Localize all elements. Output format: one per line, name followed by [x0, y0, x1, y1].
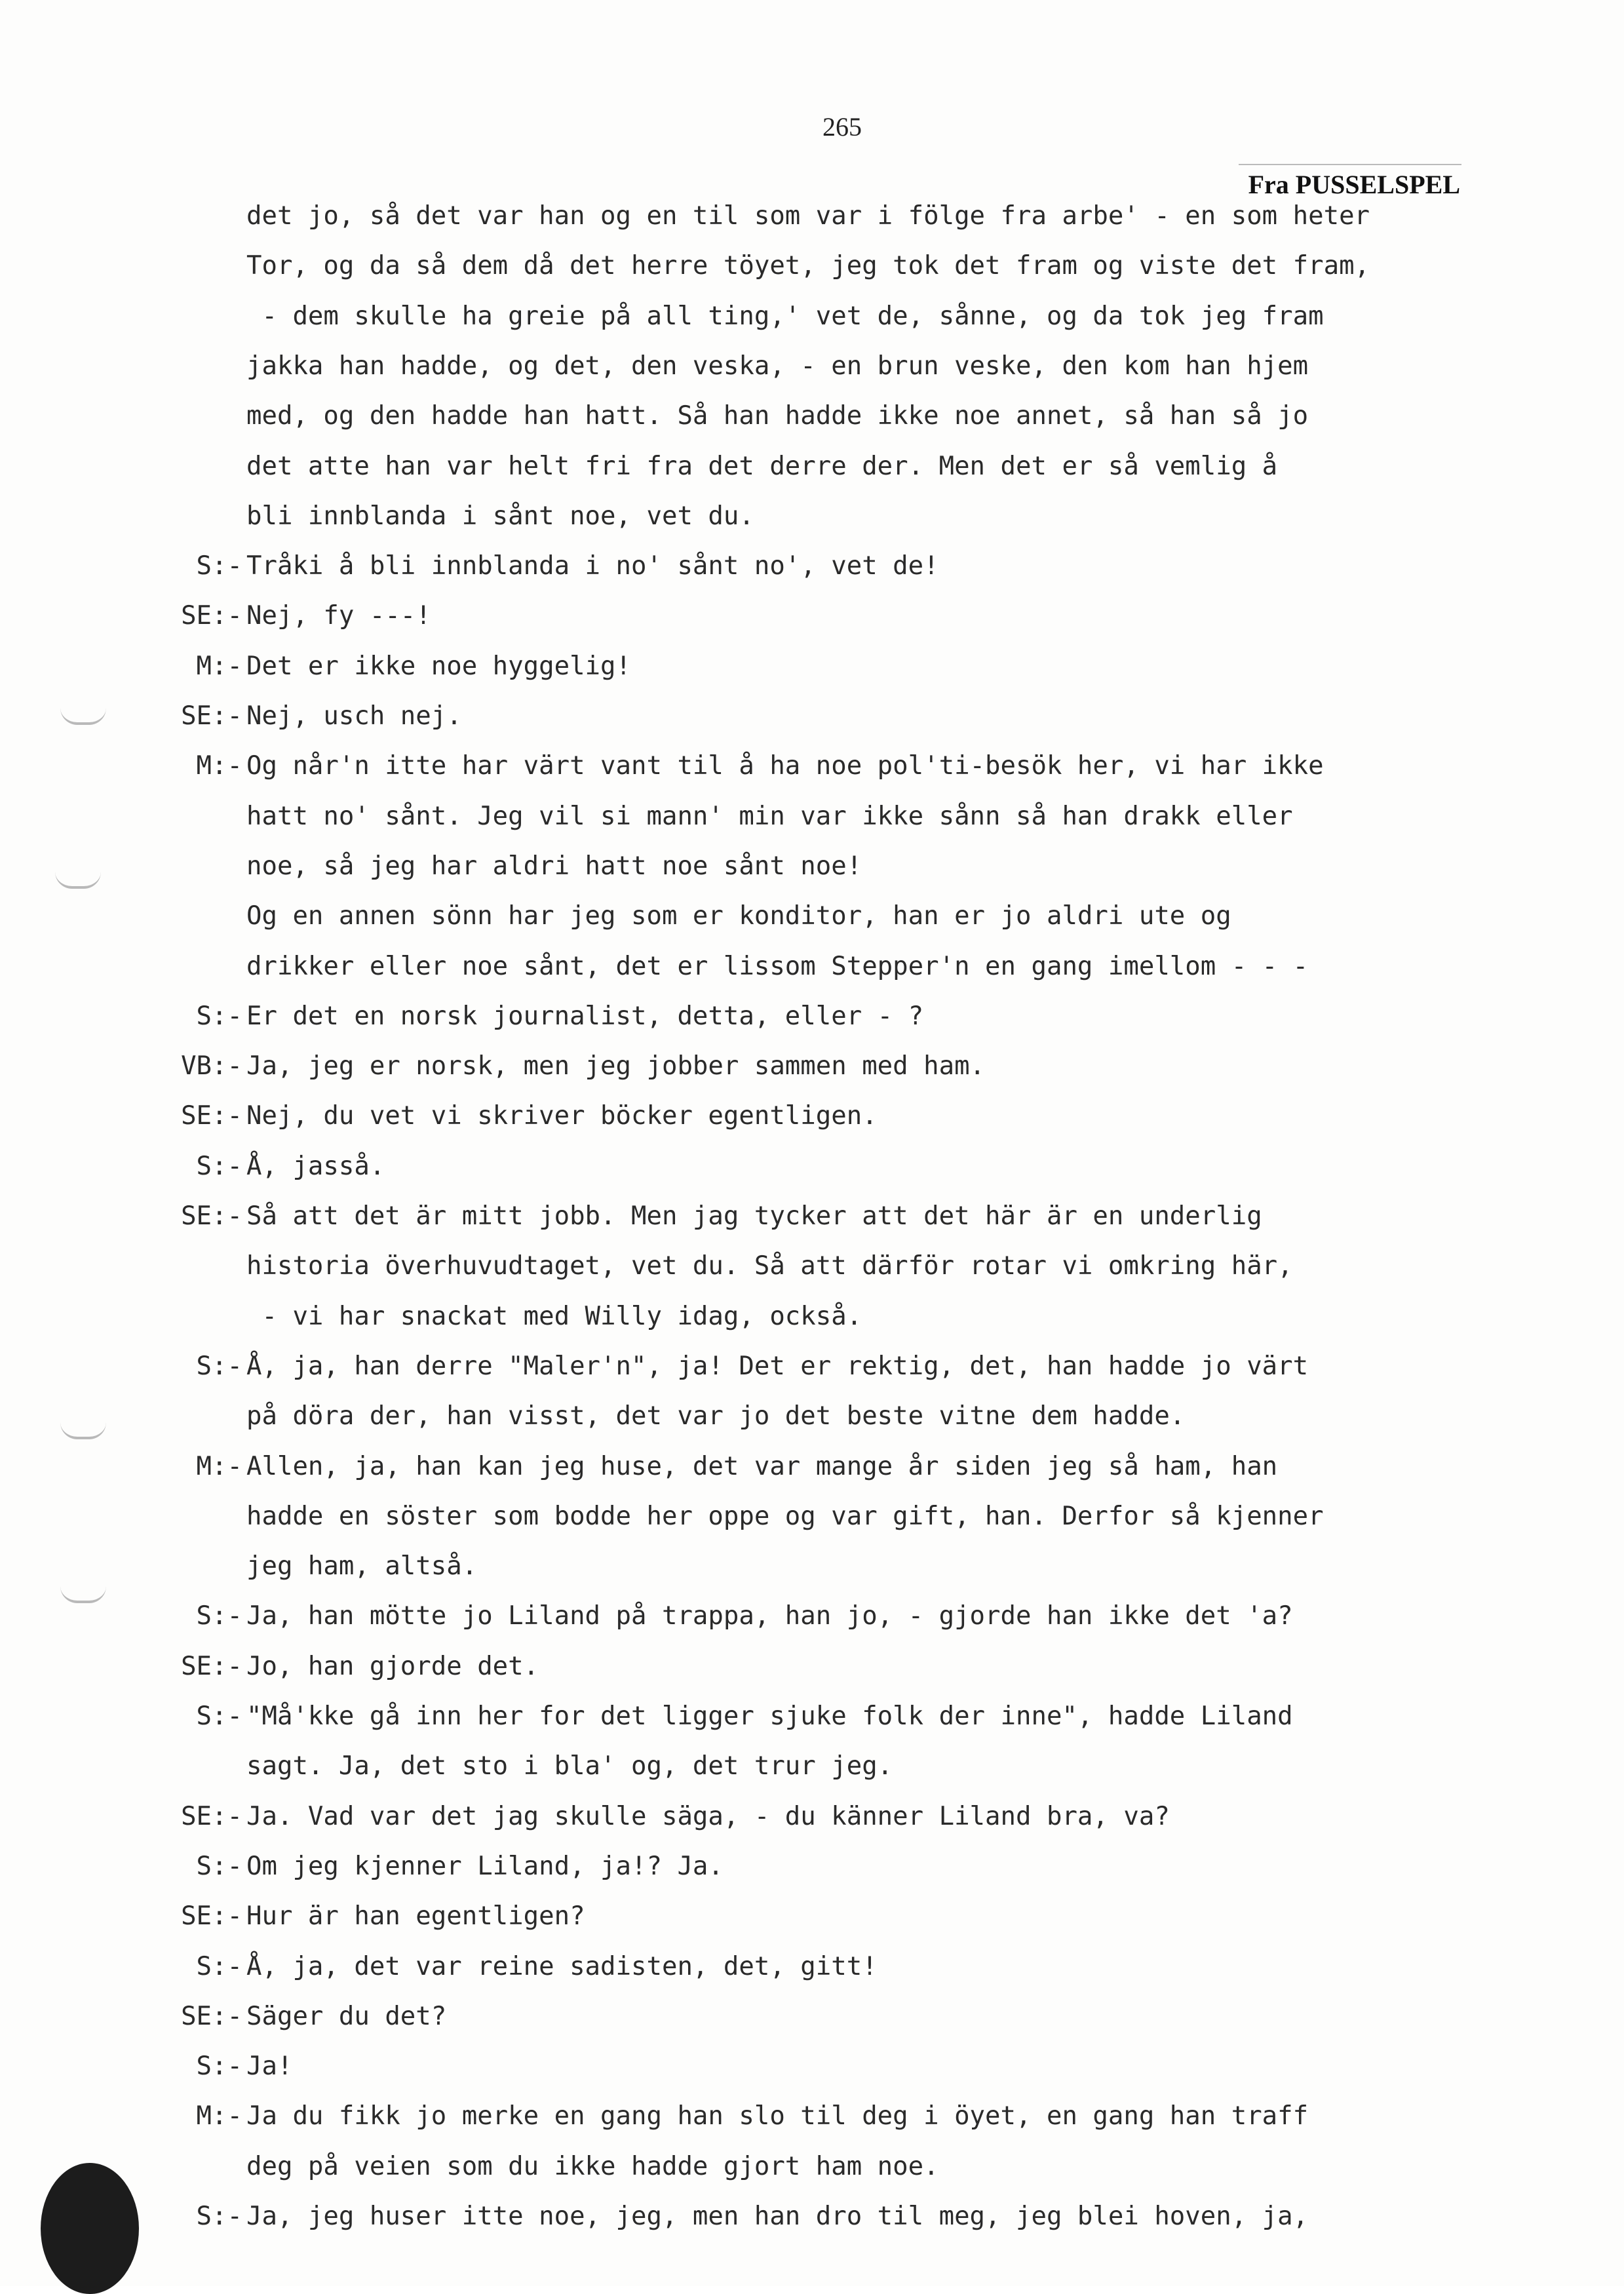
header-rule — [1239, 164, 1461, 165]
speech-text: Jo, han gjorde det. — [246, 1651, 539, 1681]
speech-text: hatt no' sånt. Jeg vil si mann' min var ikke sånn så han drakk eller — [246, 801, 1293, 831]
transcript-line — [0, 1297, 1624, 1336]
transcript-line — [0, 1747, 1624, 1786]
speech-text: Nej, du vet vi skriver böcker egentligen. — [246, 1101, 878, 1131]
speech-text: jeg ham, altså. — [246, 1551, 478, 1582]
speech-text: Ja, jeg er norsk, men jeg jobber sammen med ham. — [246, 1051, 986, 1081]
transcript-line — [0, 1097, 1624, 1136]
speech-text: Ja. Vad var det jag skulle säga, - du känner Liland bra, va? — [246, 1801, 1170, 1831]
transcript-line — [0, 1247, 1624, 1286]
speaker-label: SE:- — [181, 601, 242, 631]
speech-text: Så att det är mitt jobb. Men jag tycker att det här är en underlig — [246, 1201, 1262, 1231]
transcript-line — [0, 347, 1624, 386]
transcript-line — [0, 1947, 1624, 1987]
transcript-line — [0, 2197, 1624, 2236]
speech-text: Nej, fy ---! — [246, 601, 431, 631]
speech-text: Allen, ja, han kan jeg huse, det var mange år siden jeg så ham, han — [246, 1451, 1278, 1481]
speech-text: Säger du det? — [246, 2001, 447, 2031]
speech-text: Hur är han egentligen? — [246, 1901, 585, 1932]
speech-text: jakka han hadde, og det, den veska, - en brun veske, den kom han hjem — [246, 351, 1309, 381]
transcript-line — [0, 947, 1624, 986]
speaker-label: S:- — [196, 1851, 242, 1881]
speech-text: noe, så jeg har aldri hatt noe sånt noe! — [246, 851, 862, 881]
ink-blot — [41, 2163, 139, 2294]
transcript-line — [0, 1847, 1624, 1886]
speech-text: Ja du fikk jo merke en gang han slo til deg i öyet, en gang han traff — [246, 2101, 1309, 2131]
transcript-line — [0, 847, 1624, 886]
speaker-label: VB:- — [181, 1051, 242, 1081]
speech-text: "Må'kke gå inn her for det ligger sjuke folk der inne", hadde Liland — [246, 1701, 1293, 1731]
transcript-line — [0, 447, 1624, 486]
transcript-line — [0, 1997, 1624, 2036]
speech-text: Er det en norsk journalist, detta, eller - ? — [246, 1001, 924, 1031]
speech-text: historia överhuvudtaget, vet du. Så att därför rotar vi omkring här, — [246, 1251, 1293, 1281]
punch-hole-mark — [60, 1422, 106, 1439]
transcript-line — [0, 1547, 1624, 1586]
transcript-line — [0, 2047, 1624, 2086]
transcript-line — [0, 1597, 1624, 1636]
speech-text: Og en annen sönn har jeg som er konditor, han er jo aldri ute og — [246, 901, 1231, 931]
transcript-line — [0, 797, 1624, 836]
speaker-label: SE:- — [181, 1801, 242, 1831]
speech-text: Ja, jeg huser itte noe, jeg, men han dro til meg, jeg blei hoven, ja, — [246, 2202, 1309, 2231]
speech-text: drikker eller noe sånt, det er lissom Stepper'n en gang imellom - - - — [246, 951, 1309, 981]
punch-hole-mark — [55, 872, 101, 889]
speech-text: Å, ja, han derre "Maler'n", ja! Det er rektig, det, han hadde jo värt — [246, 1351, 1309, 1381]
speech-text: Ja! — [246, 2051, 293, 2082]
speaker-label: M:- — [196, 651, 242, 681]
transcript-line — [0, 497, 1624, 536]
transcript-line — [0, 547, 1624, 586]
speaker-label: S:- — [196, 1351, 242, 1381]
transcript-line — [0, 1347, 1624, 1386]
speaker-label: S:- — [196, 2202, 242, 2231]
transcript-line — [0, 397, 1624, 436]
transcript-line — [0, 2097, 1624, 2136]
speech-text: Og når'n itte har värt vant til å ha noe pol'ti-besök her, vi har ikke — [246, 751, 1324, 781]
speaker-label: SE:- — [181, 1651, 242, 1681]
transcript-line — [0, 1497, 1624, 1536]
speech-text: med, og den hadde han hatt. Så han hadde ikke noe annet, så han så jo — [246, 401, 1309, 431]
transcript-line — [0, 1147, 1624, 1186]
speaker-label: S:- — [196, 1151, 242, 1181]
speaker-label: S:- — [196, 551, 242, 581]
page-number: 265 — [822, 112, 862, 142]
transcript-line — [0, 1447, 1624, 1487]
transcript-line — [0, 596, 1624, 636]
transcript-line — [0, 1797, 1624, 1837]
speaker-label: SE:- — [181, 701, 242, 731]
speech-text: Ja, han mötte jo Liland på trappa, han jo, - gjorde han ikke det 'a? — [246, 1601, 1293, 1631]
speech-text: Tor, og da så dem då det herre töyet, jeg tok det fram og viste det fram, — [246, 251, 1370, 281]
speaker-label: S:- — [196, 2051, 242, 2082]
speaker-label: S:- — [196, 1701, 242, 1731]
transcript-line — [0, 1197, 1624, 1236]
speaker-label: SE:- — [181, 1101, 242, 1131]
speaker-label: SE:- — [181, 1901, 242, 1932]
speaker-label: M:- — [196, 2101, 242, 2131]
speaker-label: M:- — [196, 1451, 242, 1481]
speech-text: Om jeg kjenner Liland, ja!? Ja. — [246, 1851, 724, 1881]
transcript-line — [0, 297, 1624, 336]
speech-text: Nej, usch nej. — [246, 701, 462, 731]
speech-text: Å, jasså. — [246, 1151, 385, 1181]
transcript-line — [0, 1897, 1624, 1936]
speaker-label: M:- — [196, 751, 242, 781]
transcript-line — [0, 2147, 1624, 2187]
transcript-line — [0, 897, 1624, 936]
speech-text: på döra der, han visst, det var jo det beste vitne dem hadde. — [246, 1401, 1186, 1431]
speech-text: - vi har snackat med Willy idag, också. — [246, 1301, 862, 1331]
transcript-line — [0, 747, 1624, 786]
speech-text: det atte han var helt fri fra det derre der. Men det er så vemlig å — [246, 451, 1278, 481]
speech-text: deg på veien som du ikke hadde gjort ham noe. — [246, 2151, 939, 2181]
speech-text: det jo, så det var han og en til som var i fölge fra arbe' - en som heter — [246, 201, 1370, 231]
transcript-line — [0, 1647, 1624, 1686]
speech-text: Tråki å bli innblanda i no' sånt no', vet de! — [246, 551, 939, 581]
speaker-label: S:- — [196, 1601, 242, 1631]
speaker-label: S:- — [196, 1951, 242, 1981]
speech-text: Det er ikke noe hyggelig! — [246, 651, 631, 681]
source-label: Fra PUSSELSPEL — [1248, 170, 1460, 199]
transcript-line — [0, 647, 1624, 686]
transcript-line — [0, 697, 1624, 736]
transcript-line — [0, 1047, 1624, 1086]
speaker-label: SE:- — [181, 2001, 242, 2031]
speech-text: sagt. Ja, det sto i bla' og, det trur jeg. — [246, 1751, 893, 1781]
transcript-line — [0, 1697, 1624, 1736]
speech-text: hadde en söster som bodde her oppe og var gift, han. Derfor så kjenner — [246, 1501, 1324, 1531]
transcript-line — [0, 246, 1624, 286]
transcript-line — [0, 197, 1624, 236]
speaker-label: S:- — [196, 1001, 242, 1031]
speech-text: Å, ja, det var reine sadisten, det, gitt! — [246, 1951, 878, 1981]
speaker-label: SE:- — [181, 1201, 242, 1231]
speech-text: bli innblanda i sånt noe, vet du. — [246, 501, 754, 531]
speech-text: - dem skulle ha greie på all ting,' vet de, sånne, og da tok jeg fram — [246, 301, 1324, 331]
transcript-line — [0, 997, 1624, 1036]
transcript-line — [0, 1397, 1624, 1436]
